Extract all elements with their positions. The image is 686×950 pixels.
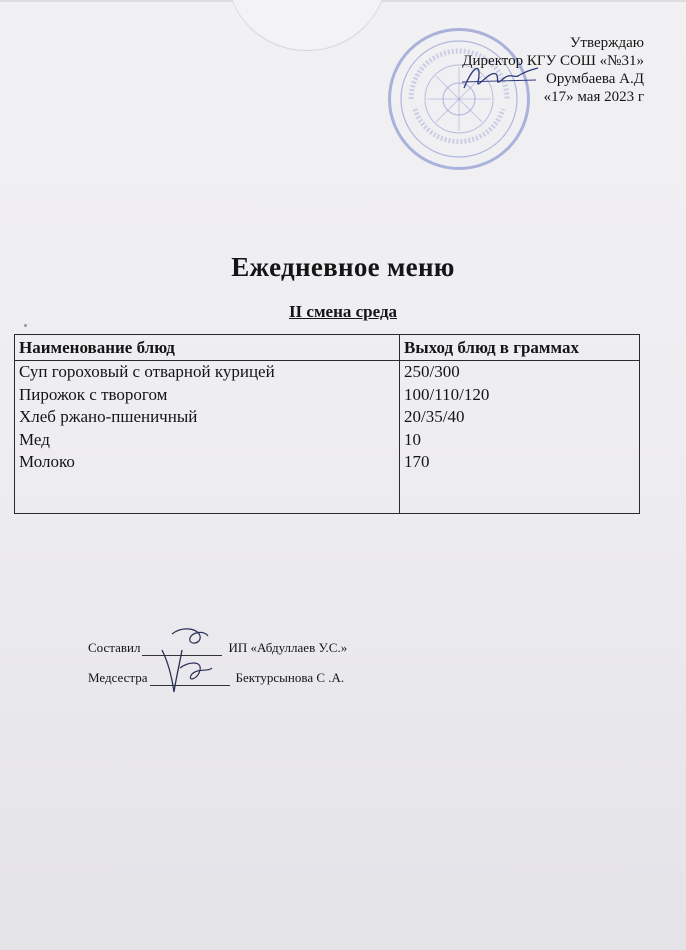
dish-name: Хлеб ржано-пшеничный (19, 407, 198, 426)
menu-table (14, 334, 640, 514)
dish-list-cell (15, 361, 400, 514)
table-row (15, 361, 640, 514)
nurse-label: Медсестра (88, 670, 148, 685)
table-header-row (15, 335, 640, 361)
approval-title: Утверждаю (569, 35, 644, 51)
dish-grams: 170 (404, 452, 430, 471)
approval-date: «17» мая 2023 г (543, 89, 644, 105)
paper-speck (24, 324, 27, 327)
compiled-name: ИП «Абдуллаев У.С.» (228, 640, 348, 655)
approval-director-name: Орумбаева А.Д (546, 71, 644, 87)
compiled-label: Составил (88, 640, 141, 655)
dish-name: Суп гороховый с отварной курицей (19, 362, 275, 381)
column-header-dish: Наименование блюд (15, 335, 400, 361)
dish-grams: 10 (404, 429, 421, 449)
approval-position: Директор КГУ СОШ «№31» (462, 53, 644, 69)
column-header-grams: Выход блюд в граммах (400, 335, 640, 361)
director-signature-icon (460, 58, 540, 94)
dish-name: Мед (19, 429, 50, 449)
dish-grams: 250/300 (404, 362, 460, 381)
nurse-name: Бектурсынова С .А. (235, 670, 345, 685)
page-title: Ежедневное меню (231, 252, 455, 282)
sleeve-cutout (226, 0, 388, 51)
handwritten-signature-icon (158, 622, 222, 696)
dish-grams: 20/35/40 (404, 407, 465, 426)
page-subtitle: II смена среда (288, 302, 398, 321)
dish-grams: 100/110/120 (404, 384, 490, 404)
grams-list-cell (400, 361, 640, 514)
dish-name: Молоко (19, 452, 75, 471)
dish-name: Пирожок с творогом (19, 384, 168, 404)
